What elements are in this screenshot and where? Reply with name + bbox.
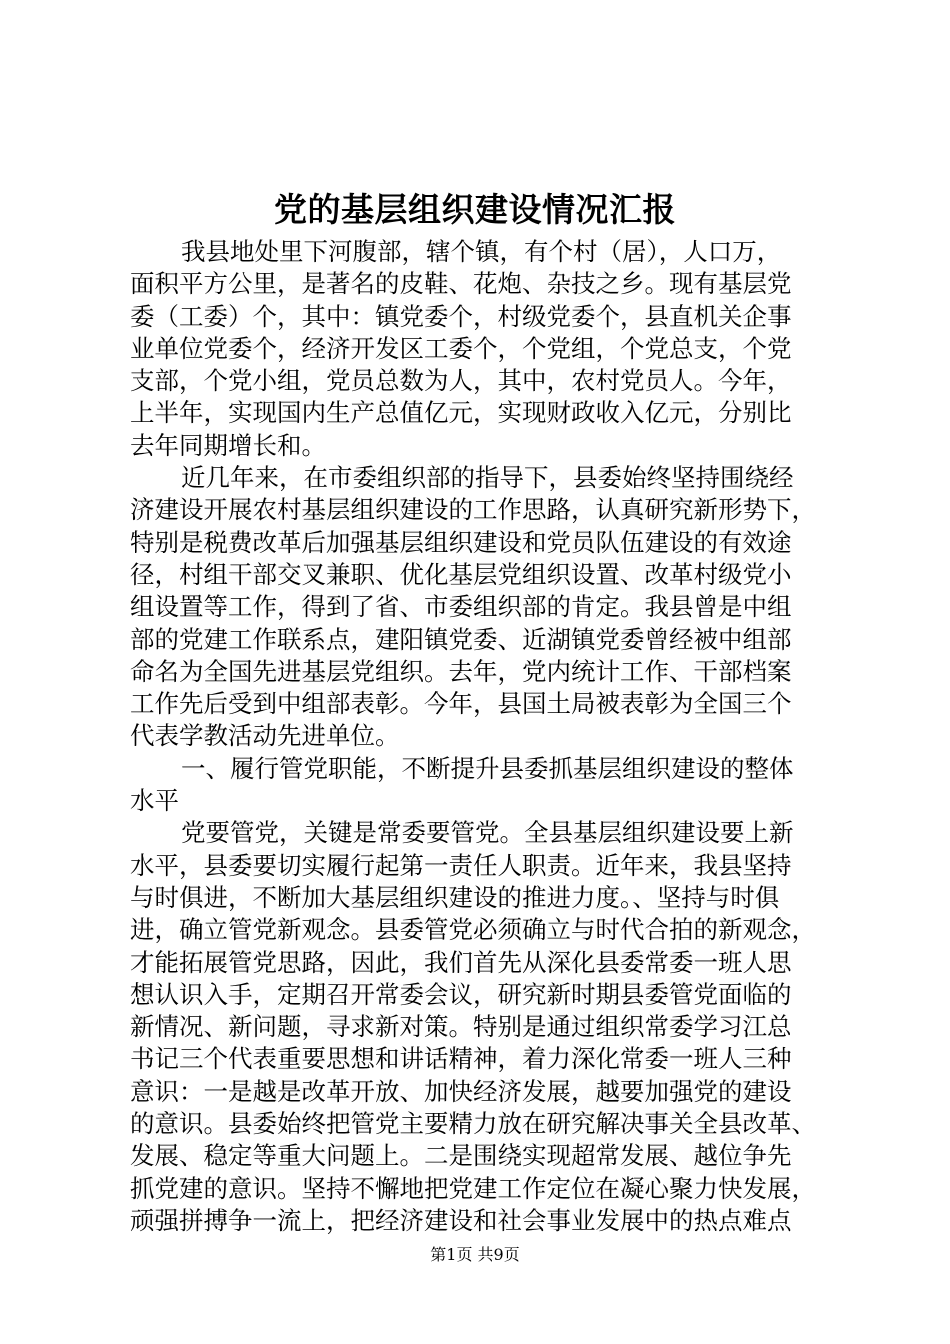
text-line: 我县地处里下河腹部，辖个镇，有个村（居），人口万， [181, 237, 782, 266]
text-line: 书记三个代表重要思想和讲话精神，着力深化常委一班人三种 [130, 1044, 792, 1074]
text-line: 组设置等工作，得到了省、市委组织部的肯定。我县曾是中组 [130, 592, 792, 622]
text-line: 面积平方公里，是著名的皮鞋、花炮、杂技之乡。现有基层党 [130, 269, 792, 299]
text-line: 才能拓展管党思路，因此，我们首先从深化县委常委一班人思 [130, 947, 792, 977]
text-line: 业单位党委个，经济开发区工委个，个党组，个党总支，个党 [130, 333, 792, 363]
text-line: 近几年来，在市委组织部的指导下，县委始终坚持围绕经 [181, 463, 794, 493]
text-line: 意识：一是越是改革开放、加快经济发展，越要加强党的建设 [130, 1076, 792, 1106]
text-line: 部的党建工作联系点，建阳镇党委、近湖镇党委曾经被中组部 [130, 624, 792, 654]
document-title: 党的基层组织建设情况汇报 [274, 190, 676, 229]
text-line: 新情况、新问题，寻求新对策。特别是通过组织常委学习江总 [130, 1012, 792, 1042]
text-line: 特别是税费改革后加强基层组织建设和党员队伍建设的有效途 [130, 527, 792, 557]
text-line: 支部，个党小组，党员总数为人，其中，农村党员人。今年， [130, 366, 792, 396]
text-line: 济建设开展农村基层组织建设的工作思路，认真研究新形势下， [130, 495, 816, 525]
section-heading: 一、履行管党职能，不断提升县委抓基层组织建设的整体 [181, 753, 794, 783]
text-line: 进，确立管党新观念。县委管党必须确立与时代合拍的新观念， [130, 915, 816, 945]
text-line: 去年同期增长和。 [130, 430, 326, 460]
text-line: 抓党建的意识。坚持不懈地把党建工作定位在凝心聚力快发展， [130, 1173, 816, 1203]
section-heading: 水平 [130, 786, 179, 816]
text-line: 顽强拼搏争一流上，把经济建设和社会事业发展中的热点难点 [130, 1205, 792, 1235]
text-line: 想认识入手，定期召开常委会议，研究新时期县委管党面临的 [130, 979, 792, 1009]
text-line: 发展、稳定等重大问题上。二是围绕实现超常发展、越位争先 [130, 1141, 792, 1171]
text-line: 党要管党，关键是常委要管党。全县基层组织建设要上新 [181, 818, 794, 848]
page-number: 第1页 共9页 [430, 1245, 520, 1264]
text-line: 水平，县委要切实履行起第一责任人职责。近年来，我县坚持 [130, 850, 792, 880]
text-line: 代表学教活动先进单位。 [130, 721, 400, 751]
text-line: 上半年，实现国内生产总值亿元，实现财政收入亿元，分别比 [130, 398, 792, 428]
text-line: 与时俱进，不断加大基层组织建设的推进力度。、坚持与时俱 [130, 882, 780, 912]
text-line: 径，村组干部交叉兼职、优化基层党组织设置、改革村级党小 [130, 559, 792, 589]
document-body [130, 236, 830, 1237]
text-line: 工作先后受到中组部表彰。今年，县国土局被表彰为全国三个 [130, 689, 792, 719]
text-line: 的意识。县委始终把管党主要精力放在研究解决事关全县改革、 [130, 1109, 816, 1139]
text-line: 委（工委）个，其中：镇党委个，村级党委个，县直机关企事 [130, 301, 792, 331]
text-line: 命名为全国先进基层党组织。去年，党内统计工作、干部档案 [130, 656, 792, 686]
